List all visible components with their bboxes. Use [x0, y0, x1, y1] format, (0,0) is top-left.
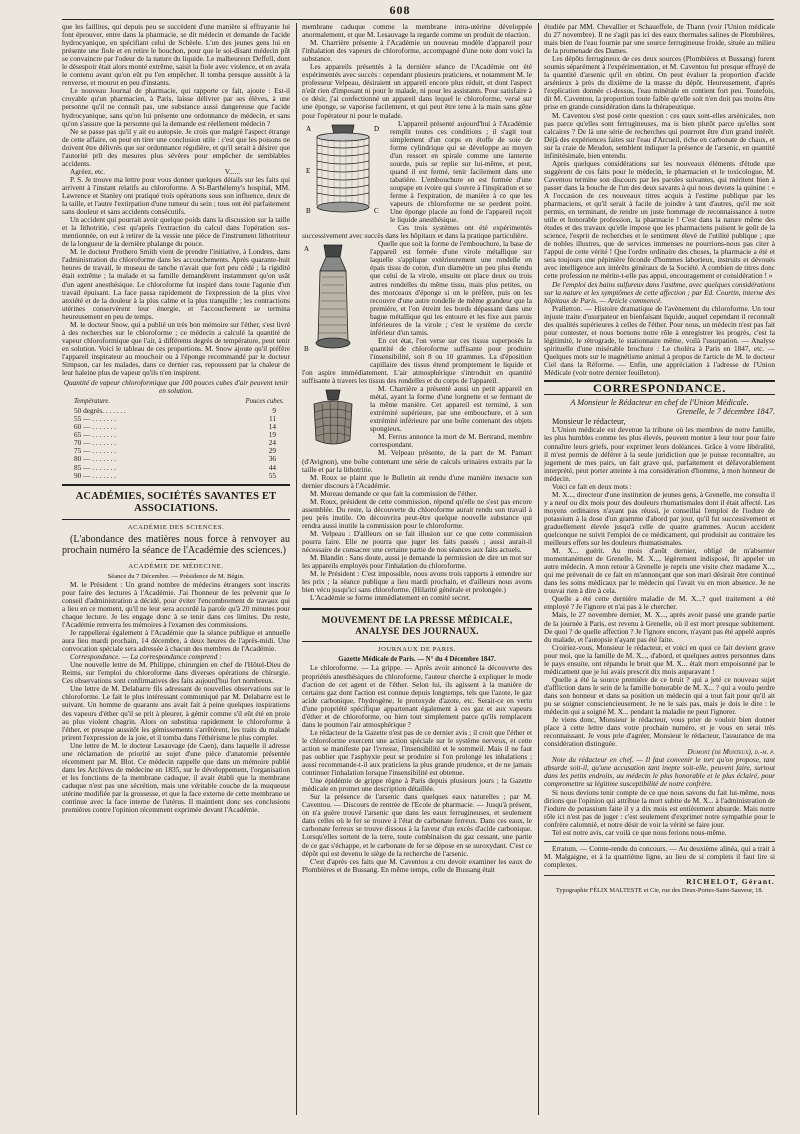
subsection-title: ACADÉMIE DES SCIENCES. [127, 523, 225, 531]
paragraph: membrane caduque comme la membrane intra-utérine développée anormalement, et que M. Lesauvage la regarde comme un produit de réaction. [302, 23, 532, 40]
paragraph: L'Académie se forme immédiatement en comité secret. [310, 593, 471, 603]
journal-heading: Gazette Médicale de Paris. — N° du 4 Décembre 1847. [338, 656, 496, 664]
printer-imprint: Typographie FÉLIX MALTESTE et Cie, rue des Deux-Portes-Saint-Sauveur, 18. [555, 886, 764, 894]
paragraph: Je rappellerai également à l'Académie que la séance publique et annuelle aura lieu mardi prochain, 14 décembre, à deux heures de l'après-midi. Une convocation spéciale sera adressée à chacun des membres de l'Académie. [62, 628, 290, 654]
svg-text:A: A [304, 245, 310, 254]
signoff-name: V...... [224, 166, 240, 176]
paragraph: M. le Président : C'est impossible, nous avons trois rapports à entendre sur les prix ; la séance publique a lieu mardi prochain, et d'ailleurs nous avons bien vécu jusqu'ici sans chloroforme. (Hilarité générale et prolongée.) [302, 569, 532, 595]
column-2 [302, 23, 532, 1115]
paragraph: Après quelques considérations sur les nouveaux éléments d'étude que suggèrent de ces faits pour le médecin, le pharmacien et le toxicologue, M. Caventou termine son discours par les paroles suivantes, qui méritent bien à passer dans la bouche de l'un des deux savants à qui nous devons la quinine : « A l'occasion de ces nouveaux titres acquis à l'estime publique par les pharmaciens, et qu'il serait à facile de joindre à tant d'autres, qu'il me soit permis, en terminant, de rendre un juste hommage de reconnaissance à notre utile et honorable profession, la pharmacie ! C'est dans la nature même des études et des travaux qu'elle impose que les pharmaciens puisent le goût de la science, l'esprit de recherches et le sentiment élevé de l'utilité publique ; que de nobles illustres, que de services immenses ne pourrions-nous pas citer à l'appui de cette vérité ! Que l'ordre ordinaire des choses, la pharmacie a été et sera toujours une pépinière féconde d'hommes laborieux, instruits et dévoués avec intelligence aux intérêts généraux de la Société. A combien de titres donc cette profession ne mérite-t-elle pas appui, encouragement et considération ! » [544, 158, 775, 281]
page-footer [544, 875, 775, 895]
paragraph: M. le docteur Prothero Smith vient de prendre l'initiative, à Londres, dans l'administration du chloroforme dans les accouchements. Après quarante-huit heures de travail, le museau de tanche n'avait que fort peu cédé ; la rigidité était extrême ; la malade et sa famille demandèrent instamment qu'on usât d'un agent anesthésique. Le chloroforme fut inspiré dans toute l'agonie d'un travail épuisant. La face passa rapidement de l'expression de la plus vive anxiété et de la douleur à la plus calme et la plus tranquille ; les contractions utérines conservèrent leur énergie, et l'accouchement se termina heureusement en peu de temps. [62, 247, 290, 321]
column-1 [62, 23, 290, 1115]
correspondence-date: Grenelle, le 7 décembre 1847. [676, 407, 775, 417]
paragraph: Ces trois systèmes ont été expérimentés successivement avec succès dans les hôpitaux et dans la pratique particulière. [302, 223, 532, 241]
paragraph: que les faillites, qui depuis peu se succèdent d'une manière si effrayante lui font éprouver, entre dans la pharmacie, se dit médecin et demande de l'acide hydrocyanique, en spécifiant celui de Schèele. L'un des jeunes gens lui en présente une fiole et en retire le bouchon, pour que le soi-disant médecin pût se convaincre par l'odeur de la nature du liquide. Le malheureux Deffell, dont le désespoir était alors monté extrême, saisit la fiole avec violence, et en avala le contenu avant qu'on eût pu l'en empêcher. Il tomba presque aussitôt à la renverse, et mourut en peu d'instants. [62, 23, 290, 88]
paragraph: Une nouvelle lettre de M. Philippe, chirurgien en chef de l'Hôtel-Dieu de Reims, sur l'emploi du chloroforme dans diverses opérations de chirurgie. Ces observations sont confirmatives des faits aujourd'hui fort nombreux. [62, 660, 290, 686]
volume-cell: 55 [268, 470, 276, 480]
section-rule [62, 484, 290, 486]
volume-cell: 19 [268, 430, 276, 440]
paragraph: Quelle a été la source première de ce bruit ? qui a jeté ce nouveau sujet d'affliction dans le sein de la famille honorable de M. X... ? qui a voulu perdre dans son honneur et dans sa position un médecin qui a tout fait pour qu'il ait pu se soigner consciencieusement. Je ne le sais pas, mais je dois le dire : le médecin qui a soigné M. X... pendant la maladie ne peut l'ignorer. [544, 674, 775, 717]
inhaler-basket-figure [302, 386, 364, 454]
volume-cell: 44 [268, 462, 276, 472]
paragraph: M. le Président : Un grand nombre de médecins étrangers sont inscrits pour faire des lectures à l'Académie. J'ai l'honneur de les prévenir que le conseil d'administration a décidé, pour éviter l'encombrement de travaux qui a lieu en ce moment, qu'il ne leur sera accordé la parole qu'à 20 minutes pour chaque lecture. Je les engage donc à se tenir dans ces limites. Du reste, l'Académie renverra les mémoires à l'examen des commissions. [62, 579, 290, 629]
paragraph: Correspondance. — La correspondance comprend : [70, 652, 222, 662]
paragraph: Tel est notre avis, car voilà ce que nous ferions nous-même. [552, 827, 727, 837]
paragraph: M. Roux se plaint que le Bulletin ait rendu d'une manière inexacte son dernier discours à l'Académie. [302, 472, 532, 490]
paragraph: Le nouveau Journal de pharmacie, qui rapporte ce fait, ajoute : Est-il croyable qu'un pharmacien, à Paris, laisse délivrer par ses élèves, à une personne qu'il ne connaît pas, une substance aussi dangereuse que l'acide hydrocyanique, sans qu'on lui présente une ordonnance de médecin, et sans qu'on s'assure que la personne qui la demande est réellement médecin ? [62, 86, 290, 128]
paragraph: Les appareils présentés à la dernière séance de l'Académie ont été expérimentés avec succès : cependant plusieurs praticiens, et notamment M. le professeur Velpeau, désiraient un appareil encore plus réduit, et dont l'aspect n'eût rien d'imposant ni pour le malade, ni pour les assistants. Pour satisfaire à ce désir, j'ai confectionné un appareil dans lequel le chloroforme, versé sur une éponge, se vaporise facilement, et qui peut être tenu à la main sans gêne pour l'opérateur ni pour le malade. [302, 62, 532, 120]
paragraph: C'est d'après ces faits que M. Caventou a cru devoir examiner les eaux de Plombières et de Bussang. En même temps, celle de Bussang était [302, 856, 532, 874]
table-header-volume: Pouces cubes. [245, 398, 284, 406]
correspondence-title: CORRESPONDANCE. [544, 380, 775, 395]
column-divider [538, 23, 539, 1115]
seance-line: Séance du 7 Décembre. — Présidence de M. Bégin. [107, 572, 245, 580]
paragraph: Ne se passe pas qu'il y ait eu autopsie. Je crois que malgré l'aspect étrange de cette affaire, on peut en tirer une conclusion utile : c'est que les poisons ne doivent être délivrés que sur ordonnance régulière, et qu'il serait à désirer que l'autorité prît des mesures plus sévères pour empêcher de semblables accidents. [62, 126, 290, 168]
section-title: MOUVEMENT DE LA PRESSE MÉDICALE, ANALYSE DES JOURNAUX. [321, 615, 513, 637]
table-row [62, 472, 290, 480]
paragraph: Quelle que soit la forme de l'embouchure, la base de l'appareil est fermée d'une virole métallique sur laquelle s'applique extérieurement une rondelle en épais tissu de coton, d'un diamètre un peu plus étendu que celui de la virole, ensuite on place deux ou trois autres rondelles du même tissu, mais plus petites, ou des morceaux d'éponge si on le préfère, puis on les recouvre d'une autre rondelle de même grandeur que la première, et l'on étreint les bords dépassant dans une bague métallique qui les entoure et les fixe aux parois inférieures de la virole ; c'est le système du cercle inférieur d'un tamis. [370, 239, 532, 337]
svg-text:B: B [306, 206, 311, 215]
temp-cell: 85 — . . . . . . . [74, 462, 116, 472]
top-rule [62, 19, 774, 20]
paragraph: Un accident qui pourrait avoir quelque poids dans la discussion sur la taille et la lithotritie, c'est qu'après l'extraction du calcul dans l'opération sus-mentionnée, on eut à retirer de la vessie une pièce de l'instrument lithotriteur de la longueur de la dernière phalange du pouce. [62, 215, 290, 249]
temp-cell: 50 degrés. . . . . . . [74, 406, 126, 416]
paragraph: M. le docteur Snow, qui a publié un très bon mémoire sur l'éther, s'est livré à des recherches sur le chloroforme ; ce médecin a calculé la quantité de vapeur chloroformique que l'air, à différents degrés de température, peut tenir en solution. Voici le tableau de ces proportions. M. Snow ajoute qu'il préfère l'appareil inspirateur au mouchoir ou à l'éponge recommandé par le docteur Simpson, car les malades, dans ce dernier cas, repoussent par la chaleur de leur haleine plus de vapeur qu'ils n'en inspirent. [62, 319, 290, 378]
signoff-text: Agréez, etc. [70, 166, 106, 176]
page-number: 608 [389, 3, 411, 17]
paragraph: Le chloroforme. — La grippe. — Après avoir annoncé la découverte des propriétés anesthésiques du chloroforme, l'auteur cherche à expliquer le mode d'action de cet agent et de l'éther. Selon lui, ils agissent à la manière de certains gaz dont l'action est connue depuis longtemps, tels que l'azote, le gaz acide carbonique, l'hydrogène, le protoxyde d'azote, etc. Serait-ce en vertu d'une propriété spécifique appartenant également à ces gaz et aux vapeurs d'éther et de chloroforme, ou bien tout simplement parce qu'ils remplacent dans le poumon l'air atmosphérique ? [302, 663, 532, 729]
paragraph: De l'emploi des bains sulfureux dans l'asthme, avec quelques considérations sur la nature et les symptômes de cette affection ; par Ed. Courtin, interne des hôpitaux de Paris. — Article commencé. [544, 279, 775, 305]
volume-cell: 11 [268, 414, 276, 424]
paragraph: Quelle a été cette dernière maladie de M. X...? quel traitement a été employé ? Je l'ignore et n'ai pas à le chercher. [544, 594, 775, 612]
paragraph: Une lettre de M. Delabarre fils adressant de nouvelles observations sur le chloroforme. Le fait le plus intéressant communiqué par M. Delabarre est le suivant. Un homme de quarante ans avait fait à peine quelques inspirations des vapeurs d'éther qu'il se prit à pleurer, à gémir comme s'il eût été en proie au plus violent chagrin. Alors on substitua rapidement le chloroforme à l'éther, et presque aussitôt les gémissements s'arrêtèrent, les traits du malade prirent l'expression de la joie, et il tomba dans l'éthérisme le plus complet. [62, 684, 290, 742]
section-rule [302, 641, 532, 642]
paragraph: M. Ferrus annonce la mort de M. Bertrand, membre correspondant. [370, 432, 532, 450]
temp-cell: 70 — . . . . . . . [74, 438, 116, 448]
inhaler-embouchure-figure [302, 241, 364, 363]
section-rule [302, 608, 532, 610]
paragraph: Voici ce fait en deux mots : [552, 481, 632, 491]
temp-cell: 90 — . . . . . . . [74, 470, 116, 480]
volume-cell: 24 [268, 438, 276, 448]
svg-text:D: D [374, 124, 380, 133]
paragraph: Une lettre de M. le docteur Lesauvage (de Caen), dans laquelle il adresse une réclamation de priorité au sujet d'une pièce d'anatomie présentée récemment par M. Blot. Ce médecin rappelle que dans un mémoire publié dans les Archives de médecine en 1835, sur le développement, l'organisation et les fonctions de la membrane caduque, il avait établi que la membrane caduque n'est pas une sécrétion, mais une véritable couche de la muqueuse utérine modifiée par la grossesse, et que la face externe de cette membrane se continue avec la face interne de l'utérus. Il maintient donc ses conclusions premières contre l'opinion récemment exprimée devant l'Académie. [62, 740, 290, 815]
paragraph: M. Charrière présente à l'Académie un nouveau modèle d'appareil pour l'inhalation des vapeurs de chloroforme, accompagné d'une note dont voici la substance. [302, 38, 532, 64]
paragraph: Croiriez-vous, Monsieur le rédacteur, et voici en quoi ce fait devient grave pour moi, que la famille de M. X..., d'abord, et quelques autres personnes dans le pays ensuite, ont répandu le bruit que M. X... était mort empoisonné par le médicament que je lui avais prescrit dix mois auparavant ! [544, 642, 775, 676]
section-title: ACADÉMIES, SOCIÉTÉS SAVANTES ET ASSOCIATIONS. [75, 490, 277, 514]
temp-cell: 65 — . . . . . . . [74, 430, 116, 440]
paragraph: M. X... guérit. Au mois d'août dernier, obligé de m'absenter momentanément de Grenelle, M. X..., légèrement indisposé, fit appeler un autre médecin. A mon retour à Grenelle je repris une visite chez madame X..., qui me prévenait de ce fait en m'annonçant que son mari désirait être continué dans les soins médicaux par le médecin qui l'avait vu en mon absence. Je ne trouvai rien à dire à cela. [544, 546, 775, 596]
temp-cell: 80 — . . . . . . . [74, 454, 116, 464]
paragraph: M. Velpeau : D'ailleurs on se fait illusion sur ce que cette commission pourra faire. Elle ne pourra que juger les faits passés ; aussi aurait-il nécessaire de consacrer une certaine partie de nos séances aux faits actuels. [302, 528, 532, 555]
table-header-temperature: Température. [74, 398, 110, 406]
column-divider [296, 23, 297, 1115]
svg-text:E: E [306, 166, 311, 175]
paragraph: Le rédacteur de la Gazette n'est pas de ce dernier avis ; il croit que l'éther et le chloroforme exercent une action spéciale sur le système nerveux, et cette action se manifeste par l'ivresse, l'insensibilité et le sommeil. Mais il ne faut pas oublier que l'asphyxie peut se produire si l'on prolonge les inhalations ; aussi recommande-t-il aux praticiens la plus grande prudence, et de ne jamais continuer l'inhalation lorsque l'insensibilité est obtenue. [302, 727, 532, 778]
paragraph: Si nous devions tenir compte de ce que nous savons du fait lui-même, nous dirions que l'opinion qui attribue la mort subite de M. X... à l'administration de l'iodure de potassium faite il y a dix mois est entièrement absurde. Mais notre rôle ici n'est pas de juger : c'est seulement d'exprimer notre sympathie pour le confrère calomnié, et notre désir de voir la vérité se faire jour. [544, 787, 775, 829]
errata-block [544, 841, 775, 869]
inhaler-cylinder-figure [302, 121, 384, 223]
salutation: Monsieur le rédacteur, [552, 417, 626, 427]
svg-text:C: C [374, 206, 379, 215]
gerant-signature: RICHELOT, Gérant. [686, 876, 775, 886]
paragraph: L'Union médicale est devenue la tribune où les membres de notre famille, les plus humbles comme les plus élevés, peuvent monter à leur tour pour faire connaître leurs griefs, pour exprimer leurs doléances. Grâce à votre libéralité, il m'est permis de déférer à la seule juridiction que je puisse reconnaître, au jugement de mes pairs, un fait grave qui, parfaitement et défavorablement interprété, peut porter atteinte à ma considération d'homme, à mon honneur de médecin. [544, 425, 775, 483]
paragraph: Je viens donc, Monsieur le rédacteur, vous prier de vouloir bien donner place à cette lettre dans votre prochain numéro, et je vous en serai très reconnaissant. Je vous prie d'agréer, Monsieur le rédacteur, l'assurance de ma considération distinguée. [544, 715, 775, 749]
volume-cell: 9 [272, 406, 276, 416]
volume-cell: 29 [268, 446, 276, 456]
paragraph: M. Roux, président de cette commission, répond qu'elle ne s'est pas encore assemblée. Du reste, la découverte du chloroforme aurait rendu son travail à peu près inutile. On découvrira peut-être quelque nouvelle substance qui rendra aussi inutile la commission pour le chloroforme. [302, 496, 532, 530]
subsection-title: JOURNAUX DE PARIS. [377, 646, 457, 654]
svg-text:B: B [304, 345, 309, 354]
short-rule [156, 559, 196, 560]
section-rule [62, 519, 290, 520]
paragraph: Pralletton. — Histoire dramatique de l'avènement du chloroforme. Un tour injuste traite d'usurpateur en bienfaisant liquide, auquel cependant il reconnaît des qualités supérieures à celles de l'éther. Pour nous, un médecin n'est pas fait pour contester, et nous bornons notre rôle à enregistrer les progrès, c'est la légitimité, le rétrograde, le stationnaire même, voilà l'usurpation. — Analyse spirituelle d'une misérable brochure : Le choléra à Paris en 1847, etc. — Quelques mots sur le magnétisme animal à propos de l'article de M. le docteur Ciel dans la Réforme. — Enfin, une appréciation à l'adresse de l'Union Médicale (voir notre dernier feuilleton). [544, 303, 775, 378]
paragraph: L'appareil présenté aujourd'hui à l'Académie remplit toutes ces conditions ; il s'agit tout simplement d'un corps en étoffe de soie de forme cylindrique qui se développe au moyen d'un ressort en spirale comme une lanterne sourde, puis se replie sur lui-même, et peut, quand il est fermé, tenir facilement dans une tabatière. L'embouchure en est formée d'une soupape en ivoire qui s'ouvre à l'inspiration et se ferme à l'expiration, de manière à ce que les vapeurs de chloroforme ne se perdent point. Une éponge placée au fond de l'appareil reçoit le liquide anesthésique. [390, 118, 532, 225]
volume-cell: 36 [268, 454, 276, 464]
paragraph: M. Moreau demande ce que fait la commission de l'éther. [310, 488, 478, 498]
letter-signature: Dumont (de Monteux), d.-m. p. [687, 747, 775, 757]
subsection-title: ACADÉMIE DE MÉDECINE. [128, 562, 224, 570]
paragraph: En cet état, l'on verse sur ces tissus superposés la quantité de chloroforme suffisante pour produire l'insensibilité, soit 8 ou 10 grammes. La d'éposition capillaire des tissus étend promptement le liquide et l'on aspire immédiatement. L'air atmosphérique s'introduit en quantité suffisante à travers les tissus des rondelles et du corps de l'appareil. [302, 335, 532, 386]
paragraph: étudiée par MM. Chevallier et Schaueffele, de Thann (voir l'Union médicale du 27 novembre). Il ne s'agit pas ici des eaux thermales salines de Plombières, mais bien de l'eau fournie par une source ferrugineuse froide, située au milieu de la promenade des Dames. [544, 23, 775, 56]
volume-cell: 14 [268, 422, 276, 432]
temp-cell: 60 — . . . . . . . [74, 422, 116, 432]
paragraph: M. X..., directeur d'une institution de jeunes gens, à Grenelle, me consulta il y a neuf ou dix mois pour des douleurs rhumatismales dont il était affecté. Les moyens ordinaires n'ayant pas réussi, je conseillai l'emploi de l'iodure de potassium à la dose d'un gramme d'abord par jour, qu'il fut successivement et graduellement élevée jusqu'à celle de quatre grammes. Aucun accident quelconque ne suivit l'emploi de ce médicament, qui produisit au contraire les meilleurs effets sur les douleurs rhumatismales. [544, 489, 775, 548]
paragraph: M. Blandin : Sans doute, aussi je demande la permission de dire un mot sur les appareils employés pour l'inhalation du chloroforme. [302, 553, 532, 571]
table-title: Quantité de vapeur chloroformique que 100 pouces cubes d'air peuvent tenir en solution. [63, 378, 289, 396]
paragraph: Note du rédacteur en chef. — Il faut convenir le tort qu'on propose, tant absurde soit-il, qu'une accusation tant inepte soit-elle, peuvent faire, surtout dans les petits endroits, au médecin le plus honorable et le plus éclairé, pour compromettre sa légitime susceptibilité de notre confrère. [544, 755, 775, 789]
academy-intro: (L'abondance des matières nous force à renvoyer au prochain numéro la séance de l'Académie des sciences.) [62, 533, 290, 556]
paragraph: Sur la présence de l'arsenic dans quelques eaux naturelles ; par M. Caventou. — Discours de rentrée de l'Ecole de pharmacie. — Jusqu'à présent, on n'a guère trouvé l'arsenic que dans les eaux ferrugineuses, et seulement dans celles où le fer se trouve à l'état de carbonate ferreux. Dans ces eaux, le carbonate ferreux se trouve dissous à la faveur d'un excès d'acide carbonique. Lorsqu'elles sortent de la terre, toute combinaison du gaz cessant, une partie de ce gaz s'échappe, et le carbonate de fer se dépose en se suroxydant. C'est ce dépôt qui est devenu le siège de la recherche de l'arsenic. [302, 792, 532, 858]
paragraph: P. S. Je trouve ma lettre pour vous donner quelques détails sur les faits qui arrivent à l'instant relatifs au chloroforme. A St-Barthélemy's hospital, MM. Lawrence et Stanley ont pratiqué trois opérations sous son influence, deux de la taille, et l'autre l'extirpation d'une tumeur du sein ; tous ont été parfaitement sans douleur et sans accidents consécutifs. [62, 174, 290, 217]
paragraph: Les dépôts ferrugineux de ces deux sources (Plombières et Bussang) furent soumis séparément à l'expérimentation, et M. Caventou fut presque effrayé de la quantité d'arsenic qu'il en obtint. On peut évaluer la proportion d'acide arsénieux à près du dixième de la masse du dépôt. Heureusement, d'après l'explication donnée ci-dessus, l'eau minérale en contient fort peu. Toutefois, dit M. Caventou, la proportion toute faible qu'elle soit n'en doit pas moins être prise en grande considération dans la thérapeutique. [544, 54, 775, 112]
paragraph: M. Caventou s'est posé cette question : ces eaux sont-elles arsénicales, non pas parce qu'elles sont ferrugineuses, ma is bien plutôt parce qu'elles sont calcaires ? De là une série de recherches qui pourront être d'un grand intérêt. Déjà des expériences faites sur l'eau d'Arcueil, riche en carbonate de chaux, et sur la craie de Meudon, semblent indiquer la présence de l'arsenic, en quantité infinitésimale, bien entendu. [544, 110, 775, 160]
svg-text:A: A [306, 124, 312, 133]
paragraph: Une épidémie de grippe règne à Paris depuis plusieurs jours ; la Gazette médicale en promet une description détaillée. [302, 776, 532, 794]
paragraph: M. Velpeau présente, de la part de M. Pamart (d'Avignon), une boîte contenant une série de calculs urinaires extraits par la taille et par la lithotritie. [302, 448, 532, 474]
temp-cell: 55 — . . . . . . . [74, 414, 116, 424]
temperature-table [62, 397, 290, 479]
column-3 [544, 23, 775, 1115]
correspondence-address: A Monsieur le Rédacteur en chef de l'Union Médicale. [570, 398, 749, 408]
paragraph: Mais, le 27 novembre dernier, M. X..., après avoir passé une grande partie de la journée à Paris, est revenu à Grenelle, où il est mort presque subitement. De quoi ? de quelle affection ? Je l'ignore encore, n'ayant pas été appelé auprès du malade, et l'autopsie n'ayant pas été faite. [544, 610, 775, 644]
paragraph: M. Charrière a présenté aussi un petit appareil en métal, ayant la forme d'une lorgnette et se fermant de la même manière. Cet appareil est terminé, à son extrémité supérieure, par une embouchure, et à son extrémité inférieure par une boîte contenant des objets spongieux. [370, 384, 532, 434]
errata-text: Erratum. — Comte-rendu du concours. — Au deuxième alinéa, qui a trait à M. Malgaigne, et à la quatrième ligne, au lieu de si complets il faut lire si complexes. [544, 843, 775, 869]
temp-cell: 75 — . . . . . . . [74, 446, 116, 456]
